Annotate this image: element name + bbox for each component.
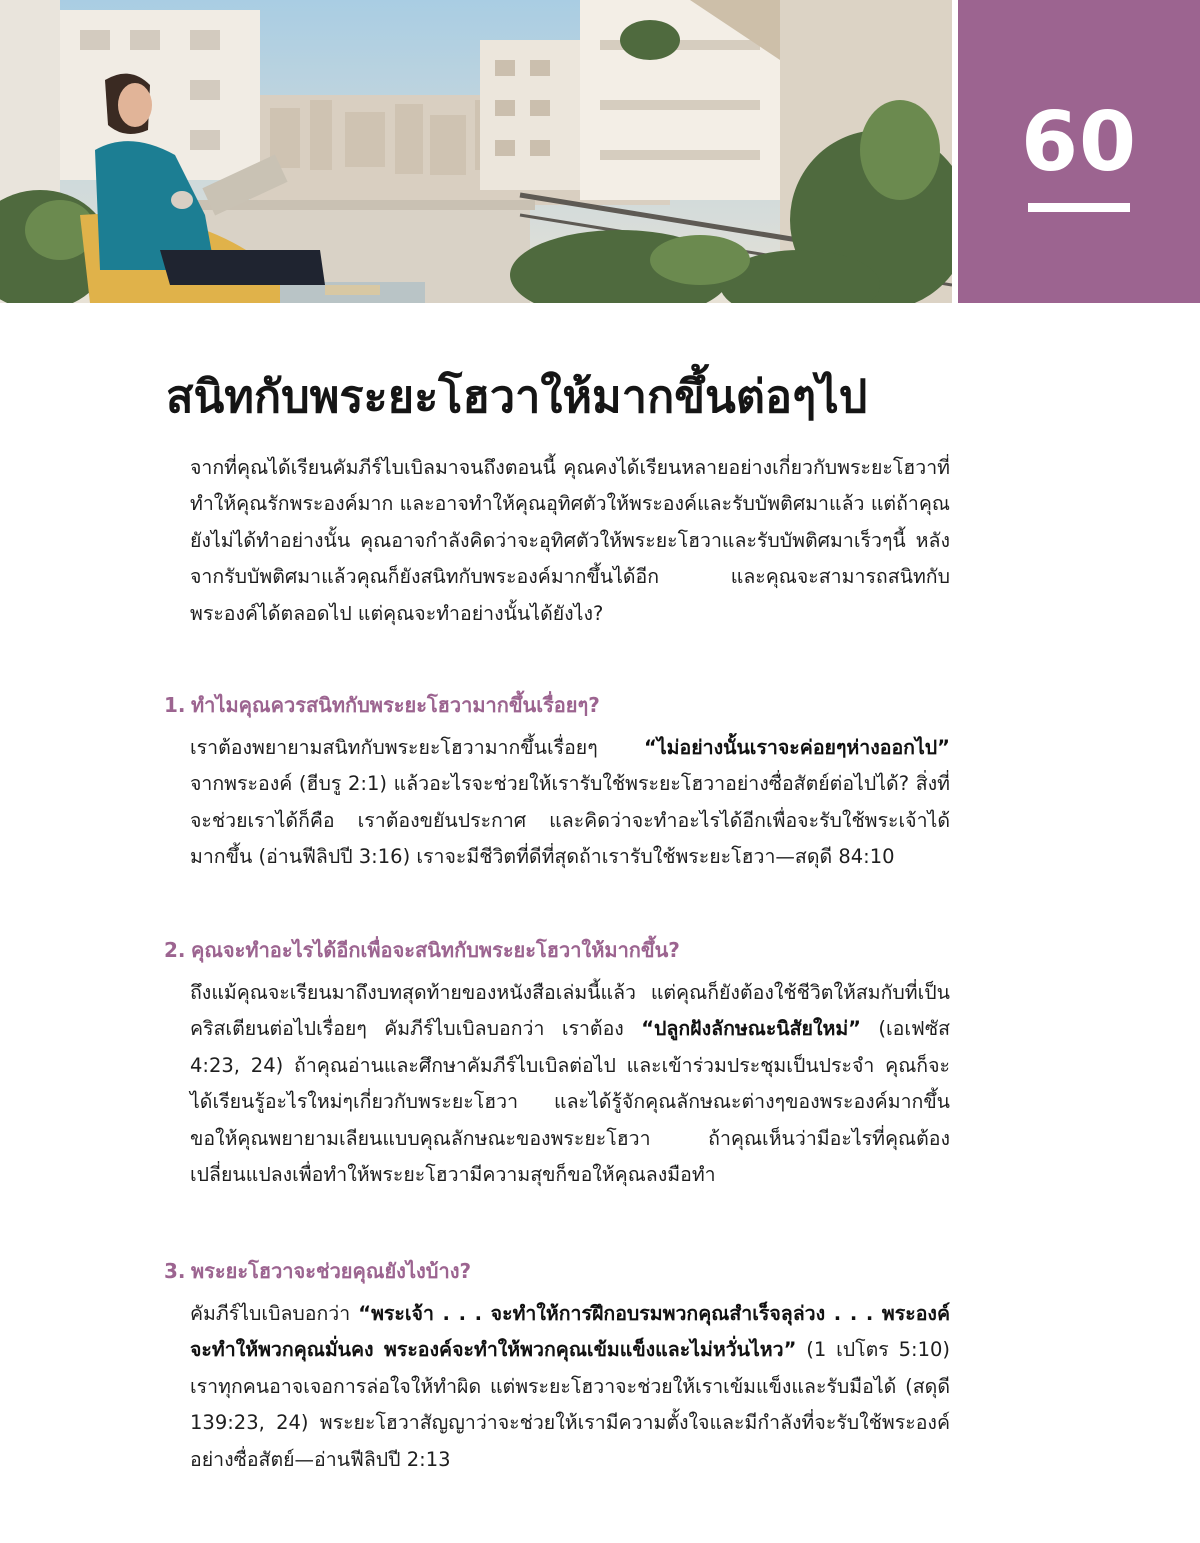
question-1 [164, 690, 600, 720]
answer-text: (1 เปโตร 5:10) เราทุกคนอาจเจอการล่อใจให้ทำผิด แต่พระยะโฮวาจะช่วยให้เราเข้มแข็งและรับมือได้ (สดุดี 139:23, 24) พระยะโฮวาสัญญาว่าจะช่วยให้เรามีความตั้งใจและมีกำลังที่จะรับใช้พระองค์อย่างซื่อสัตย์—อ่านฟีลิปปี 2:13 [190, 1338, 951, 1471]
answer-3 [190, 1296, 950, 1478]
answer-text: จากพระองค์ (ฮีบรู 2:1) แล้วอะไรจะช่วยให้เรารับใช้พระยะโฮวาอย่างซื่อสัตย์ต่อไปได้? สิ่งที่จะช่วยเราได้ก็คือ เราต้องขยันประกาศ และคิดว่าจะทำอะไรได้อีกเพื่อจะรับใช้พระเจ้าได้มากขึ้น (อ่านฟีลิปปี 3:16) เราจะมีชีวิตที่ดีที่สุดถ้าเรารับใช้พระยะโฮวา—สดุดี 84:10 [190, 772, 950, 869]
bold-quote: “ไม่อย่างนั้นเราจะค่อยๆห่างออกไป” [644, 736, 950, 759]
answer-text: คัมภีร์ไบเบิลบอกว่า [190, 1302, 359, 1325]
hero-photo [0, 0, 952, 303]
question-text: คุณจะทำอะไรได้อีกเพื่อจะสนิทกับพระยะโฮวาให้มากขึ้น? [191, 938, 680, 962]
answer-1 [190, 730, 950, 876]
answer-2 [190, 975, 950, 1193]
question-2 [164, 935, 680, 965]
answer-text: เราต้องพยายามสนิทกับพระยะโฮวามากขึ้นเรื่อยๆ [190, 736, 645, 759]
question-text: ทำไมคุณควรสนิทกับพระยะโฮวามากขึ้นเรื่อยๆ? [191, 693, 600, 717]
answer-text: ถึงแม้คุณจะเรียนมาถึงบทสุดท้ายของหนังสือเล่มนี้แล้ว แต่คุณก็ยังต้องใช้ชีวิตให้สมกับที่เป็นคริสเตียนต่อไปเรื่อยๆ คัมภีร์ไบเบิลบอกว่า เราต้อง [190, 981, 950, 1041]
question-number: 3. [164, 1259, 186, 1283]
lesson-number-badge [958, 0, 1200, 303]
intro-paragraph: จากที่คุณได้เรียนคัมภีร์ไบเบิลมาจนถึงตอนนี้ คุณคงได้เรียนหลายอย่างเกี่ยวกับพระยะโฮวาที่ทำให้คุณรักพระองค์มาก และอาจทำให้คุณอุทิศตัวให้พระองค์และรับบัพติศมาแล้ว แต่ถ้าคุณยังไม่ได้ทำอย่างนั้น คุณอาจกำลังคิดว่าจะอุทิศตัวให้พระยะโฮวาและรับบัพติศมาเร็วๆนี้ หลังจากรับบัพติศมาแล้วคุณก็ยังสนิทกับพระองค์มากขึ้นได้อีก และคุณจะสามารถสนิทกับพระองค์ได้ตลอดไป แต่คุณจะทำอย่างนั้นได้ยังไง? [190, 456, 950, 625]
bold-quote: “พระเจ้า . . . จะทำให้การฝึกอบรมพวกคุณสำเร็จลุล่วง . . . พระองค์จะทำให้พวกคุณมั่นคง พระองค์จะทำให้พวกคุณเข้มแข็งและไม่หวั่นไหว” [190, 1302, 950, 1362]
bold-quote: “ปลูกฝังลักษณะนิสัยใหม่” [641, 1017, 861, 1041]
lesson-number-underline [1028, 203, 1130, 212]
lesson-number: 60 [1020, 95, 1138, 190]
answer-text: (เอเฟซัส 4:23, 24) ถ้าคุณอ่านและศึกษาคัมภีร์ไบเบิลต่อไป และเข้าร่วมประชุมเป็นประจำ คุณก็จะได้เรียนรู้อะไรใหม่ๆเกี่ยวกับพระยะโฮวา และได้รู้จักคุณลักษณะต่างๆของพระองค์มากขึ้น ขอให้คุณพยายามเลียนแบบคุณลักษณะของพระยะโฮวา ถ้าคุณเห็นว่ามีอะไรที่คุณต้องเปลี่ยนแปลงเพื่อทำให้พระยะโฮวามีความสุขก็ขอให้คุณลงมือทำ [190, 1017, 950, 1187]
page-title: สนิทกับพระยะโฮวาให้มากขึ้นต่อๆไป [166, 370, 868, 423]
question-number: 1. [164, 693, 186, 717]
question-number: 2. [164, 938, 186, 962]
question-3 [164, 1256, 471, 1286]
question-text: พระยะโฮวาจะช่วยคุณยังไงบ้าง? [191, 1259, 472, 1283]
